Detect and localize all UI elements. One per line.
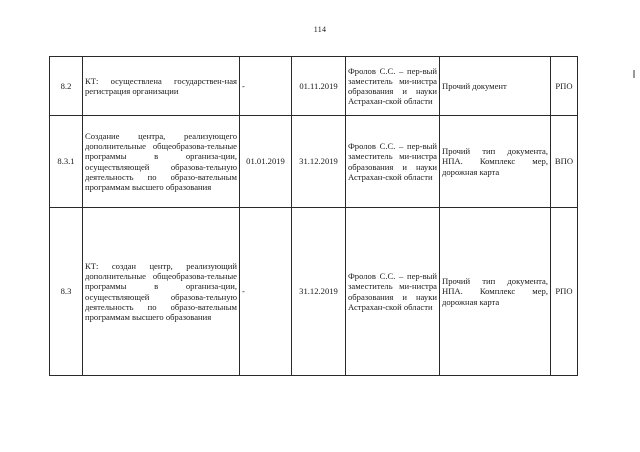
scan-artifact [633,70,635,78]
item-name: Создание центра, реализующего дополнительные общеобразова-тельные программы в организа-ции, осуществляющей образова-тельную деятельность по образо-вательным программам высшего образования [83,116,240,208]
item-name: КТ: создан центр, реализующий дополнительные общеобразова-тельные программы в организа-ции, осуществляющей образова-тельную деятельность по образо-вательным программам высшего образования [83,208,240,376]
control-level: ВПО [551,116,578,208]
table-row [50,57,578,116]
responsible-person: Фролов С.С. – пер-вый заместитель ми-нистра образования и науки Астрахан-ской области [346,116,440,208]
document-type: Прочий тип документа, НПА. Комплекс мер, дорожная карта [440,116,551,208]
document-type: Прочий документ [440,57,551,116]
end-date: 31.12.2019 [292,208,346,376]
start-date: - [240,208,292,376]
item-name: КТ: осуществлена государствен-ная регистрация организации [83,57,240,116]
plan-table [49,56,578,376]
table-row [50,116,578,208]
document-type: Прочий тип документа, НПА. Комплекс мер, дорожная карта [440,208,551,376]
item-number: 8.3.1 [50,116,83,208]
end-date: 01.11.2019 [292,57,346,116]
item-number: 8.2 [50,57,83,116]
table-row [50,208,578,376]
page-number: 114 [313,25,327,34]
responsible-person: Фролов С.С. – пер-вый заместитель ми-нистра образования и науки Астрахан-ской области [346,57,440,116]
item-number: 8.3 [50,208,83,376]
start-date: - [240,57,292,116]
responsible-person: Фролов С.С. – пер-вый заместитель ми-нистра образования и науки Астрахан-ской области [346,208,440,376]
start-date: 01.01.2019 [240,116,292,208]
control-level: РПО [551,57,578,116]
control-level: РПО [551,208,578,376]
end-date: 31.12.2019 [292,116,346,208]
